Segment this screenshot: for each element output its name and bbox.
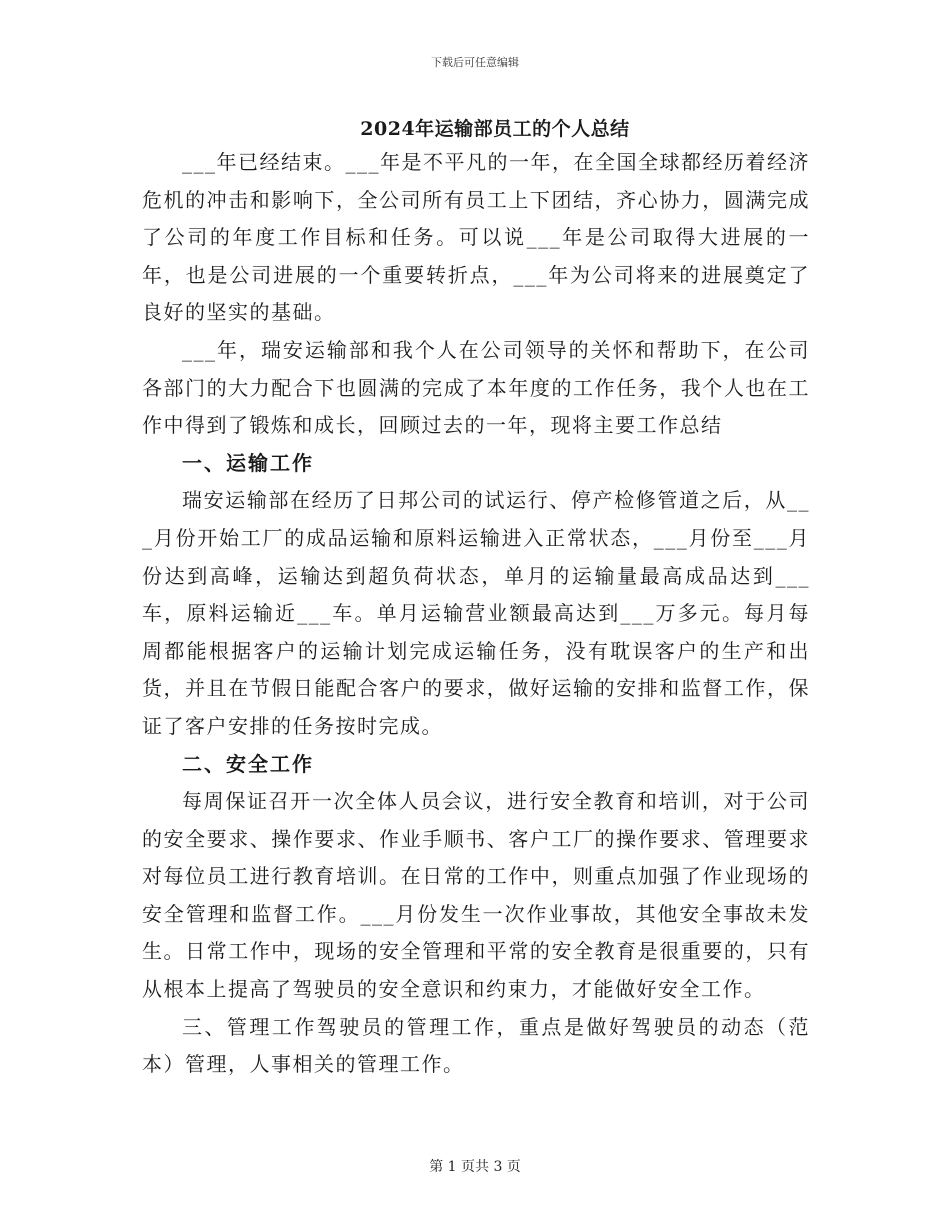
header-note: 下载后可任意编辑 [431,56,519,69]
document-body [142,144,810,1084]
document-title: 2024年运输部员工的个人总结 [360,118,630,140]
page-number: 第 1 页共 3 页 [429,1159,521,1175]
section-heading-transport: 一、运输工作 [182,450,314,475]
paragraph-1: ___年已经结束。___年是不平凡的一年，在全国全球都经历着经济危机的冲击和影响下，全公司所有员工上下团结，齐心协力，圆满完成了公司的年度工作目标和任务。可以说___年是公司取得大进展的一年，也是公司进展的一个重要转折点，___年为公司将来的进展奠定了良好的坚实的基础。 [142,150,810,325]
paragraph-safety: 每周保证召开一次全体人员会议，进行安全教育和培训，对于公司的安全要求、操作要求、作业手顺书、客户工厂的操作要求、管理要求对每位员工进行教育培训。在日常的工作中，则重点加强了作业现场的安全管理和监督工作。___月份发生一次作业事故，其他安全事故未发生。日常工作中，现场的安全管理和平常的安全教育是很重要的，只有从根本上提高了驾驶员的安全意识和约束力，才能做好安全工作。 [142,789,810,1002]
paragraph-2: ___年，瑞安运输部和我个人在公司领导的关怀和帮助下，在公司各部门的大力配合下也圆满的完成了本年度的工作任务，我个人也在工作中得到了锻炼和成长，回顾过去的一年，现将主要工作总结 [142,337,810,438]
section-heading-safety: 二、安全工作 [182,751,314,776]
paragraph-management: 三、管理工作驾驶员的管理工作，重点是做好驾驶员的动态（范本）管理，人事相关的管理工作。 [142,1014,810,1077]
paragraph-transport: 瑞安运输部在经历了日邦公司的试运行、停产检修管道之后，从___月份开始工厂的成品运输和原料运输进入正常状态，___月份至___月份达到高峰，运输达到超负荷状态，单月的运输量最高成品达到___车，原料运输近___车。单月运输营业额最高达到___万多元。每月每周都能根据客户的运输计划完成运输任务，没有耽误客户的生产和出货，并且在节假日能配合客户的要求，做好运输的安排和监督工作，保证了客户安排的任务按时完成。 [142,488,810,738]
